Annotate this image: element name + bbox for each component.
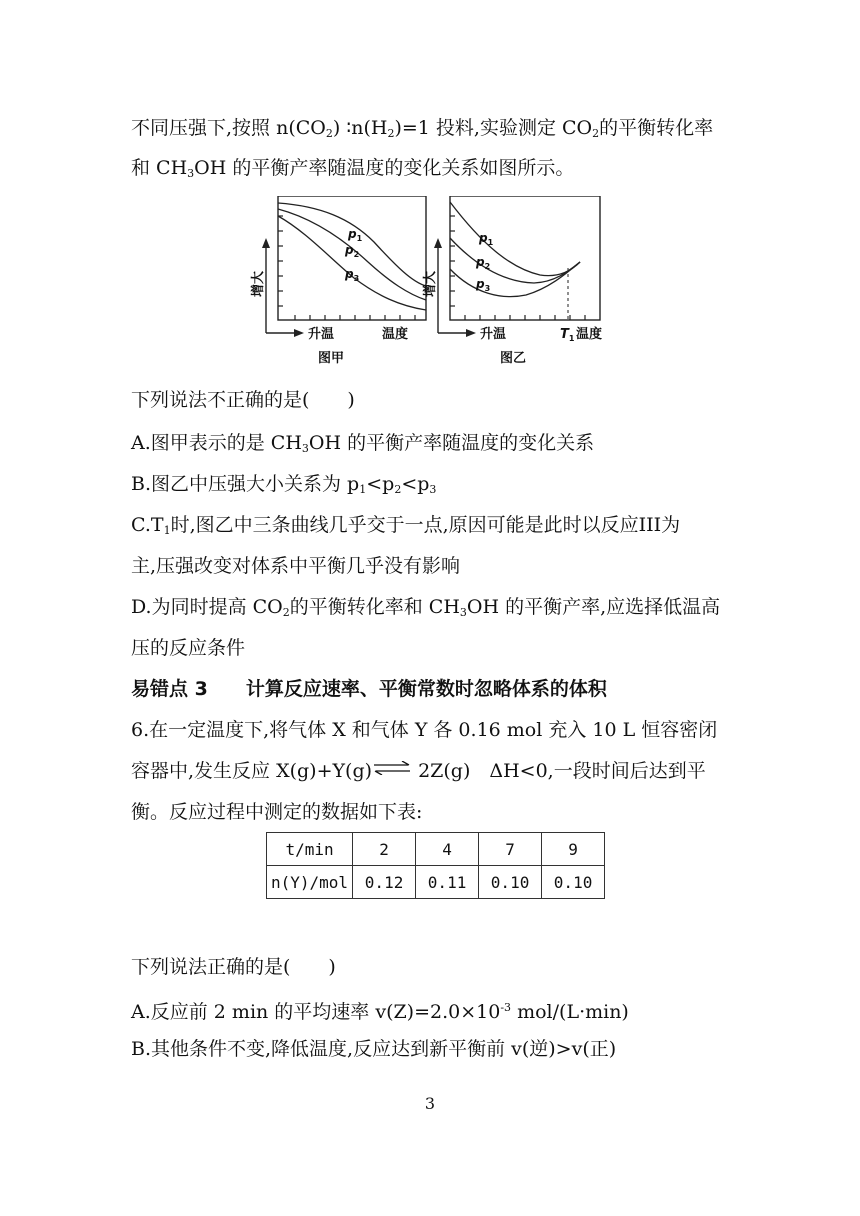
yi-label-p3: $p_3$ — [476, 277, 491, 293]
yi-curve-p2 — [450, 238, 580, 283]
data-table — [266, 832, 605, 899]
jia-label-p1: $p_1$ — [348, 227, 363, 243]
table-cell: 0.10 — [542, 866, 605, 899]
q5-option-d: D.为同时提高 $CO_2$的平衡转化率和 $CH_3OH$ 的平衡产率,应选择低温高 — [131, 596, 721, 619]
table-cell: 7 — [479, 833, 542, 866]
q5-option-b: B.图乙中压强大小关系为 $p_1<p_2<p_3$ — [131, 473, 437, 496]
jia-label-p3: $p_3$ — [345, 267, 360, 283]
jia-caption: 图甲 — [318, 351, 345, 366]
yi-label-p1: $p_1$ — [479, 231, 494, 247]
q5-option-a: A.图甲表示的是 $CH_3OH$ 的平衡产率随温度的变化关系 — [131, 432, 595, 455]
q5-option-d-cont: 压的反应条件 — [131, 637, 246, 659]
figures — [250, 196, 620, 371]
q6-line-3: 衡。反应过程中测定的数据如下表: — [131, 801, 423, 823]
q5-stem: 下列说法不正确的是( ) — [131, 389, 355, 411]
intro-line-1: 不同压强下,按照 $n(CO_2)$ $∶n(H_2)=1$ 投料,实验测定 $CO_2$的平衡转化率 — [131, 117, 714, 140]
figure-jia — [250, 196, 426, 366]
jia-y-label: 增大 — [251, 270, 266, 298]
table-cell: 9 — [542, 833, 605, 866]
table-cell: n(Y)/mol — [267, 866, 353, 899]
q6-line-1: 6.在一定温度下,将气体 X 和气体 Y 各 0.16 mol 充入 10 L 恒容密闭 — [131, 719, 718, 741]
page-number: 3 — [424, 1094, 436, 1113]
table-header-row — [267, 833, 605, 866]
table-cell: 0.12 — [353, 866, 416, 899]
q6-stem: 下列说法正确的是( ) — [131, 956, 336, 978]
jia-label-p2: $p_2$ — [345, 243, 360, 259]
table-cell: 4 — [416, 833, 479, 866]
yi-label-p2: $p_2$ — [476, 255, 491, 271]
yi-curve-p1 — [450, 202, 580, 276]
jia-x-end-label: 温度 — [382, 327, 409, 342]
yi-t1-label: $T_1$ — [560, 327, 575, 343]
q6-option-b: B.其他条件不变,降低温度,反应达到新平衡前 v(逆)>v(正) — [131, 1038, 617, 1060]
yi-curve-p3 — [450, 262, 580, 297]
q5-option-c-cont: 主,压强改变对体系中平衡几乎没有影响 — [131, 555, 461, 577]
q5-option-c: $C.T_1$时,图乙中三条曲线几乎交于一点,原因可能是此时以反应III为 — [131, 514, 681, 537]
q6-line-2: 容器中,发生反应 X(g)+Y(g) 2Z(g) ΔH<0,一段时间后达到平 — [131, 760, 706, 782]
table-row — [267, 866, 605, 899]
jia-x-mid-label: 升温 — [308, 327, 335, 342]
yi-y-label: 增大 — [423, 270, 438, 298]
table-cell: t/min — [267, 833, 353, 866]
intro-line-2: 和 $CH_3OH$ 的平衡产率随温度的变化关系如图所示。 — [131, 157, 575, 180]
table-cell: 0.11 — [416, 866, 479, 899]
yi-caption: 图乙 — [500, 351, 527, 366]
table-cell: 2 — [353, 833, 416, 866]
yi-x-end-label: 温度 — [576, 327, 603, 342]
figure-yi — [422, 196, 602, 366]
table-cell: 0.10 — [479, 866, 542, 899]
section-heading: 易错点 3 计算反应速率、平衡常数时忽略体系的体积 — [131, 678, 607, 700]
q6-option-a: A.反应前 2 min 的平均速率 $v(Z)=2.0\times 10^{-3}$ mol/(L·min) — [131, 1001, 629, 1023]
yi-x-mid-label: 升温 — [480, 327, 507, 342]
equilibrium-arrow-icon — [372, 761, 412, 775]
